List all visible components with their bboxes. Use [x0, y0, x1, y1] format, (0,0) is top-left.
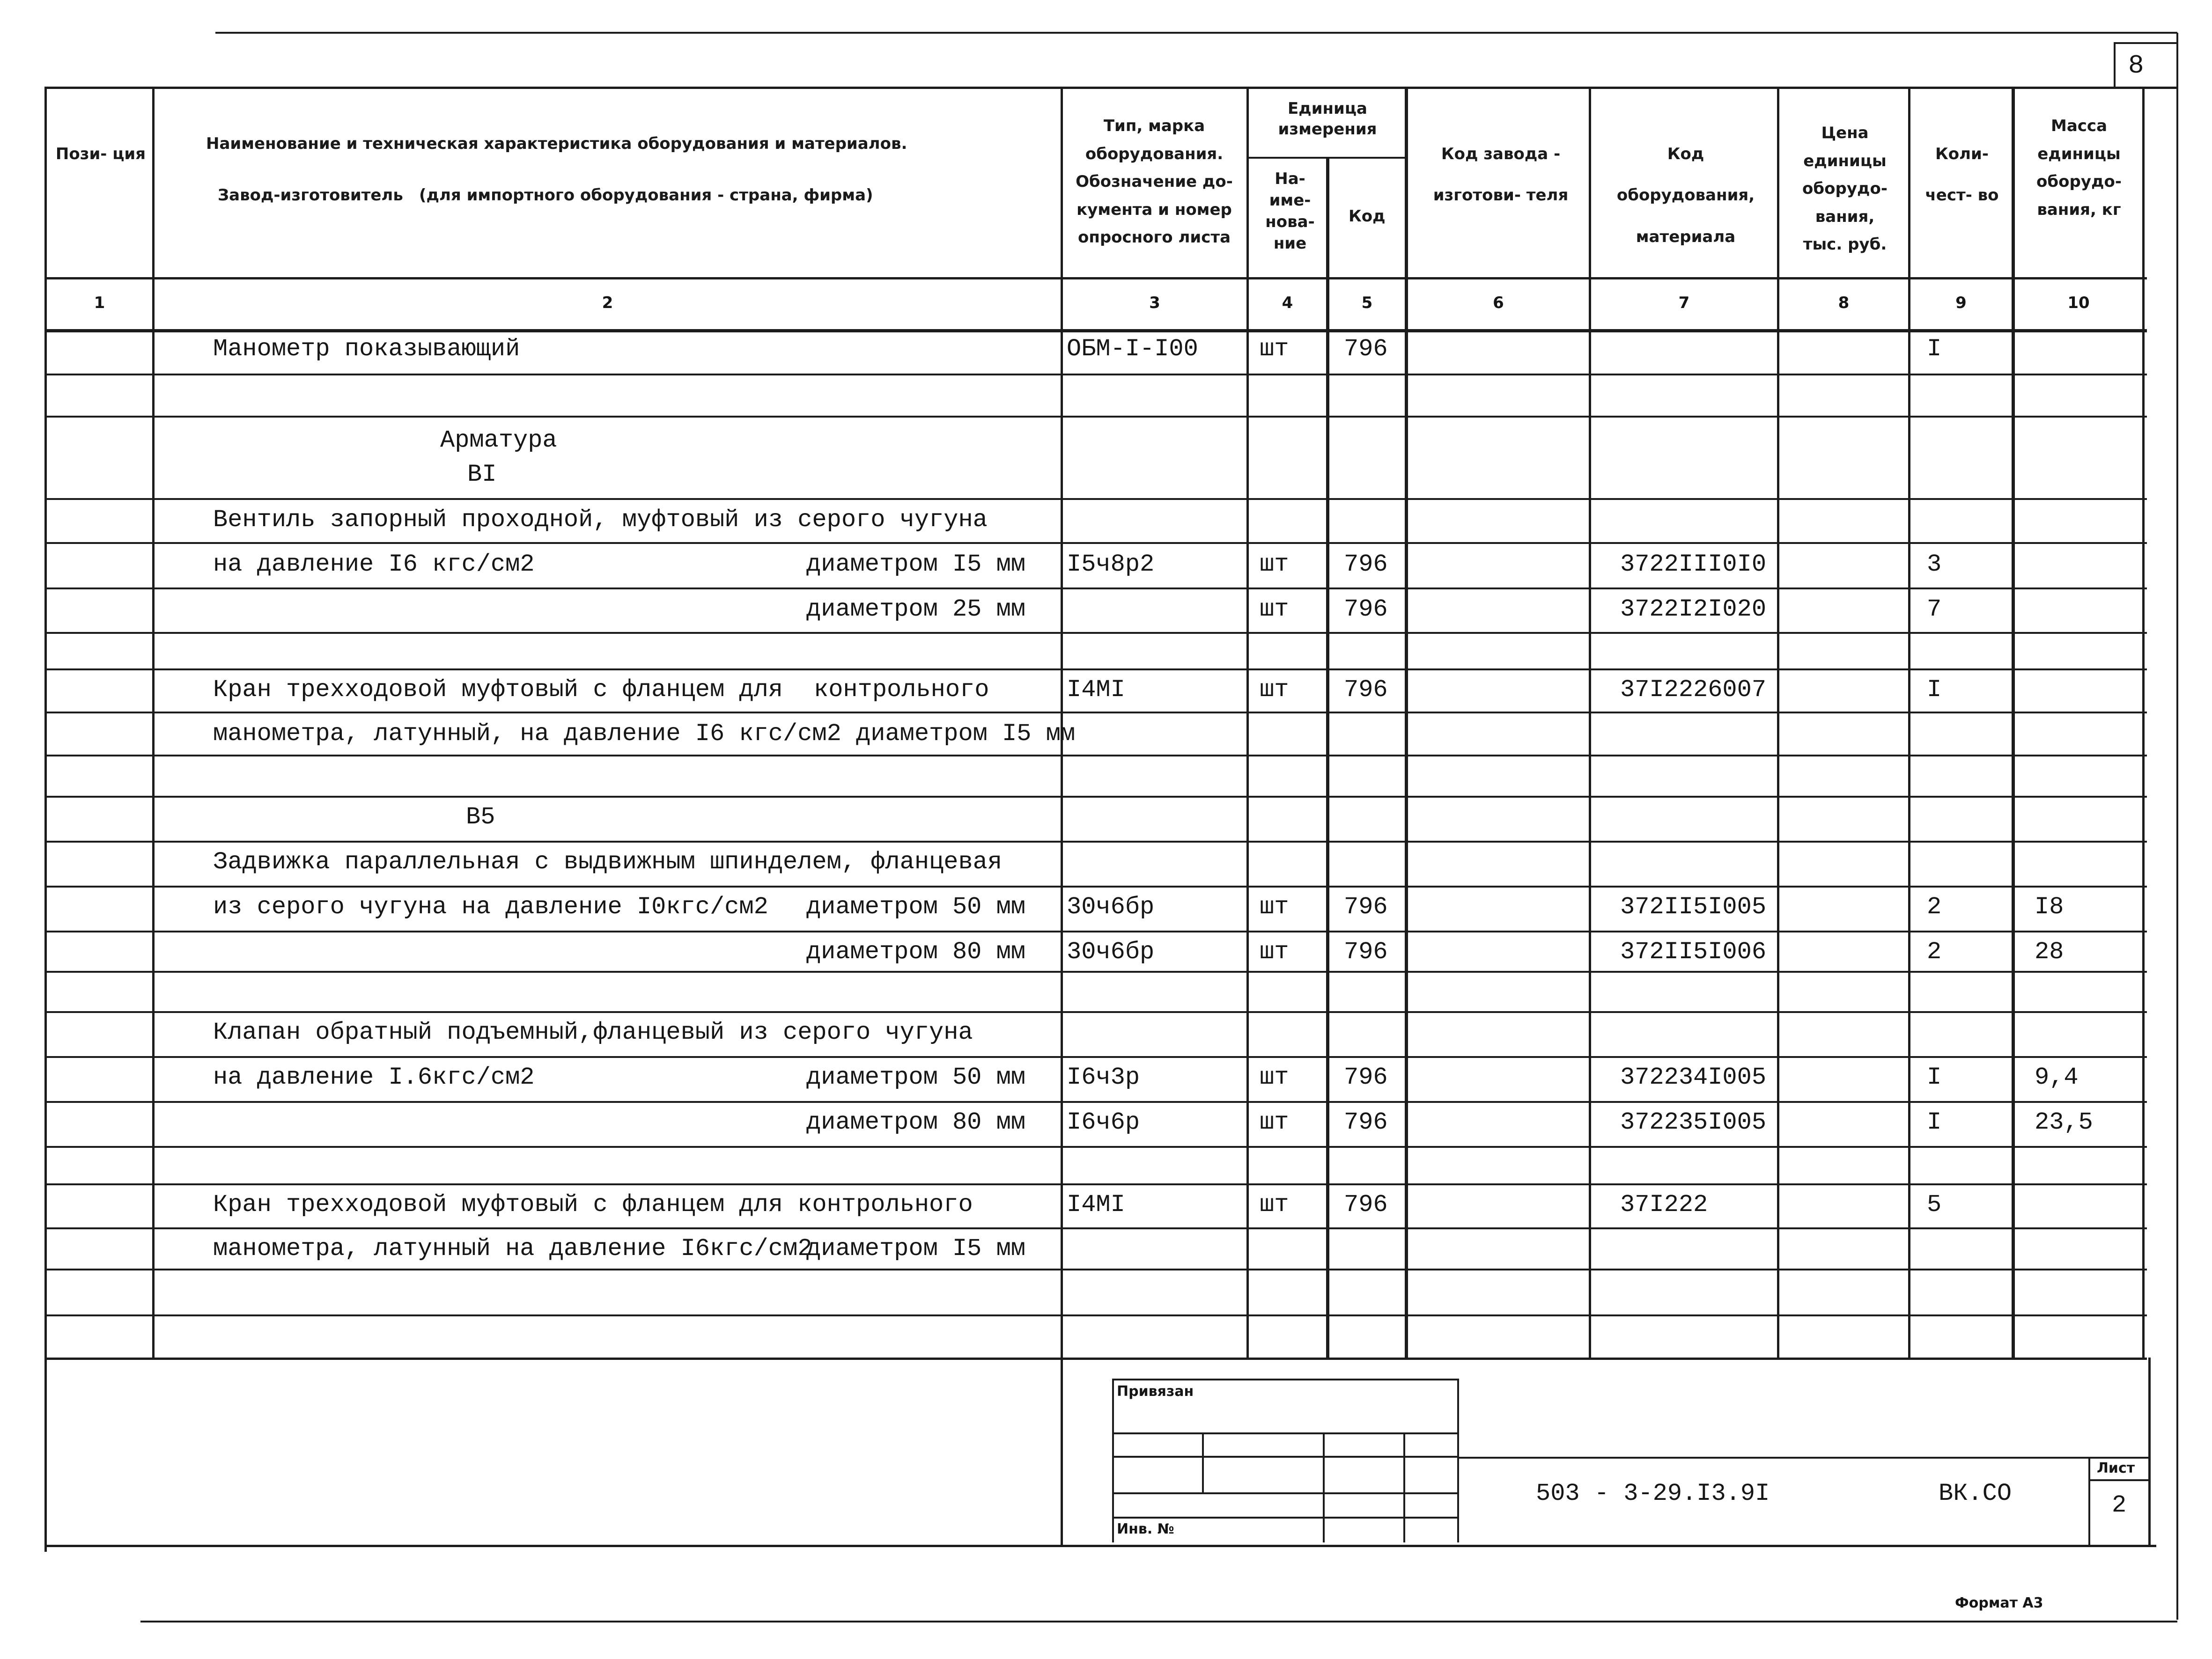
row-type: 30ч6бр: [1067, 893, 1155, 921]
row-name: из серого чугуна на давление I0кгс/см2: [213, 893, 768, 921]
subsection-title: BI: [467, 461, 497, 488]
row-unit-code: 796: [1344, 893, 1388, 921]
header-name-line2b: (для импортного оборудования - страна, фирма): [419, 186, 873, 205]
header-unit-group-title: Единица измерения: [1278, 99, 1377, 139]
row-type: I4MI: [1067, 676, 1125, 704]
format-label: Формат А3: [1955, 1595, 2043, 1611]
col-number-5: 5: [1361, 294, 1373, 312]
row-code: 372234I005: [1620, 1064, 1767, 1091]
row-type: I5ч8р2: [1067, 551, 1155, 578]
stamp-privyazan: Привязан: [1117, 1383, 1194, 1400]
row-code: 372235I005: [1620, 1108, 1767, 1136]
row-name: Задвижка параллельная с выдвижным шпинделем, фланцевая: [213, 848, 1003, 876]
header-name-line2a: Завод-изготовитель: [218, 186, 403, 205]
row-mass: I8: [2035, 893, 2064, 921]
row-code: 3722III0I0: [1620, 551, 1767, 578]
col-number-3: 3: [1149, 294, 1160, 312]
header-unit-name: На- име- нова- ние: [1265, 169, 1315, 253]
row-unit-code: 796: [1344, 551, 1388, 578]
row-unit-code: 796: [1344, 1108, 1388, 1136]
row-name: Вентиль запорный проходной, муфтовый из серого чугуна: [213, 506, 988, 534]
row-diameter: диаметром 25 мм: [806, 595, 1025, 623]
header-maker-code: Код завода - изготови- теля: [1433, 145, 1569, 205]
row-diameter: диаметром 50 мм: [806, 1064, 1025, 1091]
row-type: ОБМ-I-I00: [1067, 335, 1198, 363]
row-unit-code: 796: [1344, 1064, 1388, 1091]
row-qty: I: [1927, 1064, 1942, 1091]
row-qty: 7: [1927, 595, 1942, 623]
col-number-8: 8: [1838, 294, 1850, 312]
row-name: манометра, латунный на давление I6кгс/см2: [213, 1235, 812, 1263]
row-name: Клапан обратный подъемный,фланцевый из серого чугуна: [213, 1019, 973, 1046]
row-code: 37I222: [1620, 1191, 1708, 1219]
row-unit: шт: [1260, 595, 1289, 623]
row-type: I6ч3р: [1067, 1064, 1140, 1091]
sheet-corner-number: 8: [2128, 51, 2144, 81]
col-number-7: 7: [1678, 294, 1690, 312]
row-qty: 5: [1927, 1191, 1942, 1219]
row-name: Манометр показывающий: [213, 335, 520, 363]
row-unit: шт: [1260, 1191, 1289, 1219]
col-number-4: 4: [1282, 294, 1293, 312]
header-mass: Масса единицы оборудо- вания, кг: [2036, 117, 2122, 219]
row-unit: шт: [1260, 676, 1289, 704]
row-unit: шт: [1260, 1064, 1289, 1091]
row-code: 37I2226007: [1620, 676, 1767, 704]
col-number-10: 10: [2067, 294, 2090, 312]
header-quantity: Коли- чест- во: [1925, 145, 1999, 205]
row-mass: 28: [2035, 938, 2064, 966]
row-name: на давление I6 кгс/см2: [213, 551, 535, 578]
subsection-title: B5: [466, 803, 495, 831]
col-number-9: 9: [1955, 294, 1967, 312]
row-diameter: диаметром 50 мм: [806, 893, 1025, 921]
row-name: Кран трехходовой муфтовый с фланцем для: [213, 676, 783, 704]
row-unit-code: 796: [1344, 335, 1388, 363]
row-code: 372II5I006: [1620, 938, 1767, 966]
row-unit-code: 796: [1344, 676, 1388, 704]
row-diameter: диаметром 80 мм: [806, 938, 1025, 966]
row-mass: 9,4: [2035, 1064, 2079, 1091]
document-mark: ВК.СО: [1939, 1480, 2012, 1507]
row-unit: шт: [1260, 551, 1289, 578]
header-type: Тип, марка оборудования. Обозначение до- кумента и номер опросного листа: [1076, 117, 1233, 247]
header-price: Цена единицы оборудо- вания, тыс. руб.: [1802, 124, 1888, 254]
header-position: Пози- ция: [55, 145, 146, 163]
row-type: I4MI: [1067, 1191, 1125, 1219]
row-unit: шт: [1260, 893, 1289, 921]
row-mass: 23,5: [2035, 1108, 2093, 1136]
row-qty: 2: [1927, 938, 1942, 966]
header-unit-code: Код: [1349, 207, 1386, 226]
col-number-2: 2: [602, 294, 613, 312]
row-qty: I: [1927, 676, 1942, 704]
row-code: 3722I2I020: [1620, 595, 1767, 623]
document-code: 503 - 3-29.I3.9I: [1536, 1480, 1770, 1507]
header-name-line1: Наименование и техническая характеристика оборудования и материалов.: [206, 134, 907, 153]
row-unit-code: 796: [1344, 938, 1388, 966]
section-title: Арматура: [440, 426, 557, 454]
row-diameter: диаметром 80 мм: [806, 1108, 1025, 1136]
row-unit-code: 796: [1344, 1191, 1388, 1219]
row-unit: шт: [1260, 335, 1289, 363]
row-qty: 2: [1927, 893, 1942, 921]
row-qty: I: [1927, 1108, 1942, 1136]
row-unit: шт: [1260, 1108, 1289, 1136]
row-diameter: диаметром I5 мм: [806, 1235, 1025, 1263]
row-qty: 3: [1927, 551, 1942, 578]
col-number-1: 1: [94, 294, 105, 312]
row-type: I6ч6р: [1067, 1108, 1140, 1136]
row-name-continued: контрольного: [814, 676, 989, 704]
sheet-label: Лист: [2097, 1460, 2135, 1476]
row-unit: шт: [1260, 938, 1289, 966]
sheet-number: 2: [2112, 1491, 2127, 1519]
row-name: Кран трехходовой муфтовый с фланцем для контрольного: [213, 1191, 973, 1219]
col-number-6: 6: [1493, 294, 1504, 312]
row-name: на давление I.6кгс/см2: [213, 1064, 535, 1091]
row-unit-code: 796: [1344, 595, 1388, 623]
row-diameter: диаметром I5 мм: [806, 551, 1025, 578]
row-type: 30ч6бр: [1067, 938, 1155, 966]
row-qty: I: [1927, 335, 1942, 363]
row-code: 372II5I005: [1620, 893, 1767, 921]
stamp-inv-no: Инв. №: [1117, 1521, 1174, 1537]
header-equipment-code: Код оборудования, материала: [1616, 145, 1755, 246]
row-name: манометра, латунный, на давление I6 кгс/см2 диаметром I5 мм: [213, 720, 1076, 748]
